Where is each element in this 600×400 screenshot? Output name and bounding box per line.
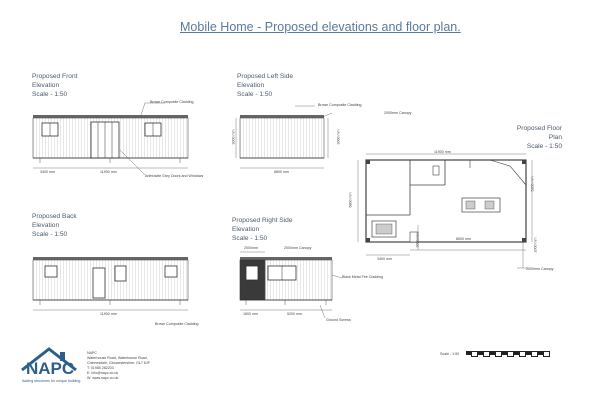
dim-floor-canopy-w: 3400 mm xyxy=(377,257,392,261)
left-elevation xyxy=(236,106,332,168)
back-window-1 xyxy=(45,266,57,277)
dim-floor-bottom: 8500 mm xyxy=(456,237,471,241)
dim-right-2000: 2000mm xyxy=(244,246,258,250)
annotation-canopy-left: 2000mm Canopy xyxy=(384,111,412,115)
dim-left-width: 6800 mm xyxy=(274,170,289,174)
annotation-canopy-floor: 2000mm Canopy xyxy=(526,267,554,271)
dim-floor-mid: 3000 mm xyxy=(415,232,420,248)
annotation-anthracite: Anthracite Grey Doors and Windows xyxy=(145,174,204,178)
page-title: Mobile Home - Proposed elevations and floor plan. xyxy=(180,20,461,34)
front-elevation xyxy=(33,103,188,175)
logo-tagline: Adding structures for unique building xyxy=(22,379,81,383)
left-elevation-label: Proposed Left Side Elevation Scale - 1:50 xyxy=(237,73,294,98)
annotation-brown-cladding-right: Brown Composite Cladding xyxy=(155,322,199,326)
annotation-black-metal: Black Metal Fire Cladding xyxy=(342,275,383,279)
back-window-2 xyxy=(115,266,126,281)
annotation-canopy-right: 2000mm Canopy xyxy=(284,246,312,250)
front-elevation-label: Proposed Front Elevation Scale - 1:50 xyxy=(32,73,78,98)
scale-note: Scale - 1:50 xyxy=(440,352,460,356)
back-door xyxy=(93,268,105,298)
dim-floor-canopy-h: 2000 mm xyxy=(533,237,538,253)
annotation-brown-cladding-front: Brown Composite Cladding xyxy=(150,100,194,104)
dim-front-width: 11900 mm xyxy=(100,170,117,174)
back-elevation xyxy=(33,257,188,310)
right-elevation-label: Proposed Right Side Elevation Scale - 1:50 xyxy=(232,217,293,242)
dim-left-height: 3000 mm xyxy=(231,129,236,145)
dim-floor-top: 11900 mm xyxy=(434,150,451,154)
dim-front-height: 3400 mm xyxy=(40,170,55,174)
dim-floor-left: 6800 mm xyxy=(348,192,353,208)
company-logo xyxy=(20,346,81,386)
scale-bar xyxy=(466,351,550,357)
floor-plan-label: Proposed Floor Plan Scale - 1:50 xyxy=(516,125,562,150)
back-window-3 xyxy=(165,266,177,277)
annotation-ground-screws: Ground Screws xyxy=(326,318,351,322)
dim-right-5200: 5200 mm xyxy=(287,312,302,316)
right-elevation xyxy=(240,252,342,318)
company-details: NAPC Waterhouse Road, Waterhouse Road, Chinnesdale, Gloucestershire, GL7 6JF T: 01985 282203 E: info@napc.co.uk W: www.napc.co.uk xyxy=(87,351,150,380)
dim-floor-right: 5200 mm xyxy=(530,176,535,192)
right-window-1 xyxy=(246,266,258,280)
dim-left-height-right: 3000 mm xyxy=(336,129,341,145)
back-elevation-label: Proposed Back Elevation Scale - 1:50 xyxy=(32,213,77,238)
dim-right-1800: 1800 mm xyxy=(243,312,258,316)
annotation-brown-cladding-left: Brown Composite Cladding xyxy=(318,103,362,107)
dim-back-width: 11900 mm xyxy=(100,312,117,316)
logo-text: NAPC xyxy=(26,359,75,378)
